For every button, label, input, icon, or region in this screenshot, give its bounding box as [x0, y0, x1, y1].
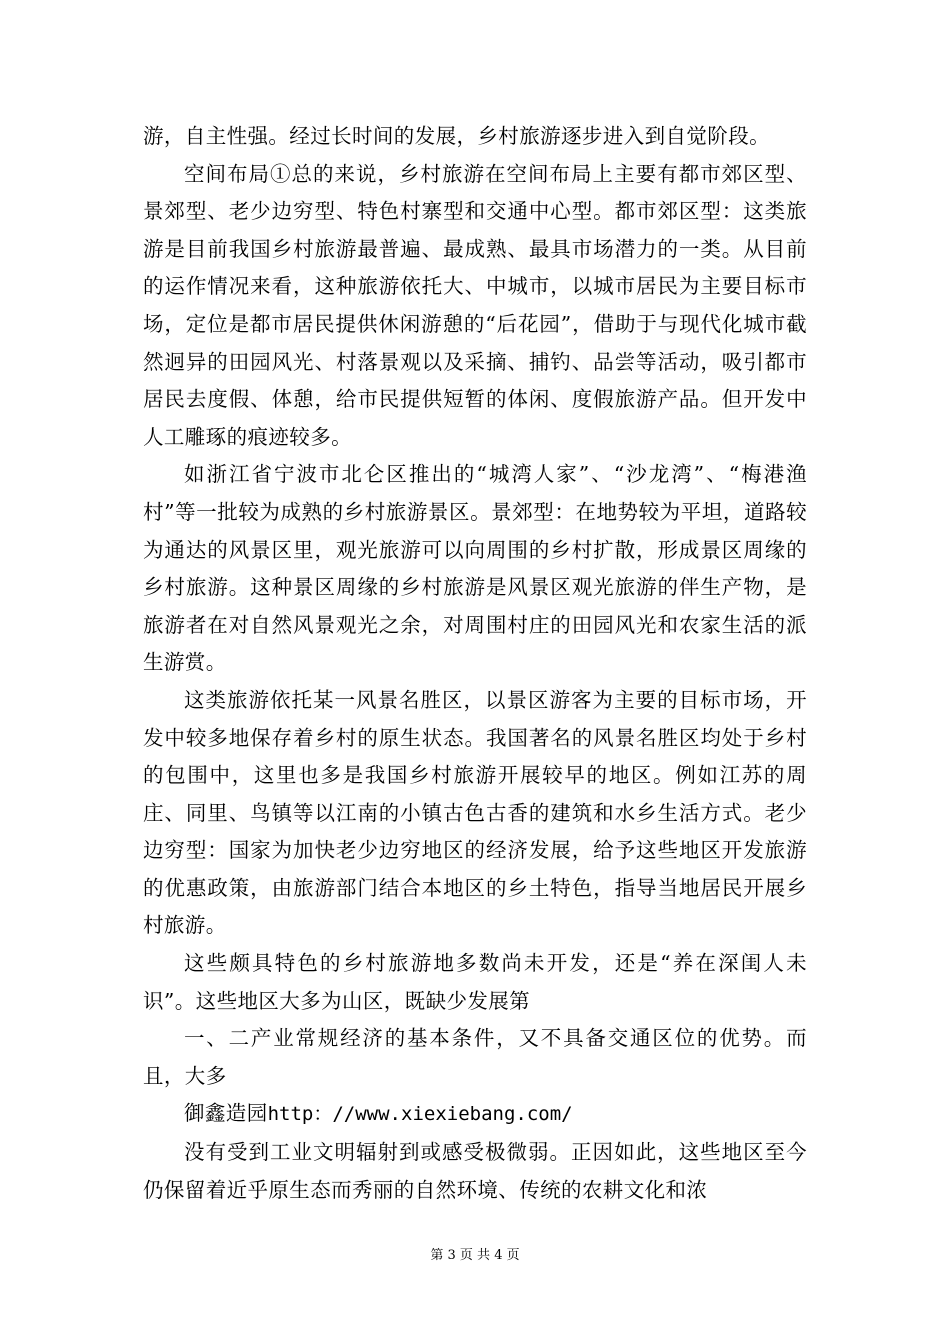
- paragraph-4: 这类旅游依托某一风景名胜区，以景区游客为主要的目标市场，开发中较多地保存着乡村的原生状态。我国著名的风景名胜区均处于乡村的包围中，这里也多是我国乡村旅游开展较早的地区。例如江苏的周庄、同里、鸟镇等以江南的小镇古色古香的建筑和水乡生活方式。老少边穷型：国家为加快老少边穷地区的经济发展，给予这些地区开发旅游的优惠政策，由旅游部门结合本地区的乡土特色，指导当地居民开展乡村旅游。: [143, 687, 807, 938]
- source-line: [143, 1095, 807, 1134]
- paragraph-3: 如浙江省宁波市北仑区推出的“城湾人家”、“沙龙湾”、“梅港渔村”等一批较为成熟的乡村旅游景区。景郊型：在地势较为平坦，道路较为通达的风景区里，观光旅游可以向周围的乡村扩散，形成景区周缘的乡村旅游。这种景区周缘的乡村旅游是风景区观光旅游的伴生产物，是旅游者在对自然风景观光之余，对周围村庄的田园风光和农家生活的派生游赏。: [143, 462, 807, 675]
- paragraph-1: 游，自主性强。经过长时间的发展，乡村旅游逐步进入到自觉阶段。: [143, 124, 770, 148]
- paragraph-6: 一、二产业常规经济的基本条件，又不具备交通区位的优势。而且，大多: [143, 1026, 807, 1088]
- page-footer: [0, 1244, 950, 1263]
- source-label: 御鑫造园: [184, 1101, 268, 1126]
- page-number: 第 3 页 共 4 页: [430, 1248, 520, 1263]
- paragraph-5: 这些颇具特色的乡村旅游地多数尚未开发，还是“养在深闺人未识”。这些地区大多为山区，既缺少发展第: [143, 951, 807, 1013]
- document-body: [143, 118, 807, 1209]
- paragraph-2: 空间布局①总的来说，乡村旅游在空间布局上主要有都市郊区型、景郊型、老少边穷型、特色村寨型和交通中心型。都市郊区型：这类旅游是目前我国乡村旅游最普遍、最成熟、最具市场潜力的一类。从目前的运作情况来看，这种旅游依托大、中城市，以城市居民为主要目标市场，定位是都市居民提供休闲游憩的“后花园”，借助于与现代化城市截然迥异的田园风光、村落景观以及采摘、捕钓、品尝等活动，吸引都市居民去度假、体憩，给市民提供短暂的体闲、度假旅游产品。但开发中人工雕琢的痕迹较多。: [143, 161, 807, 449]
- paragraph-7: 没有受到工业文明辐射到或感受极微弱。正因如此，这些地区至今仍保留着近乎原生态而秀丽的自然环境、传统的农耕文化和浓: [143, 1140, 807, 1202]
- source-url: http：//www.xiexiebang.com/: [267, 1103, 573, 1126]
